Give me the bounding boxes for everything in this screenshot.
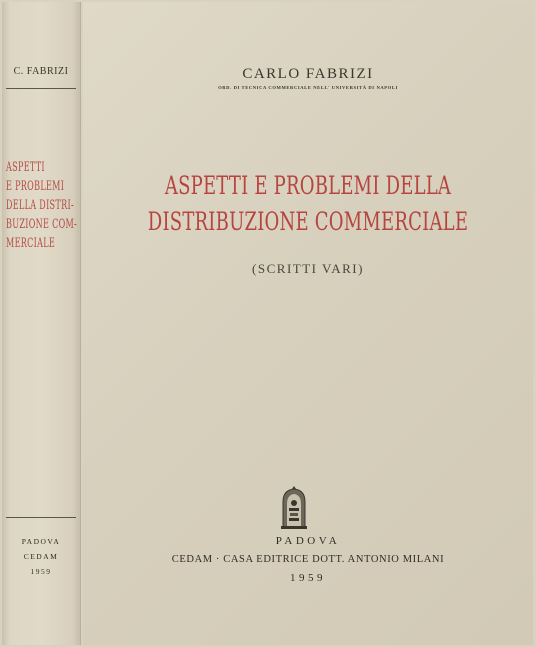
cover-year: 1959 <box>290 572 326 584</box>
spine-author: C. FABRIZI <box>13 66 69 77</box>
cover-title <box>83 168 533 240</box>
spine-year: 1959 <box>30 567 52 576</box>
spine-publisher <box>2 534 80 579</box>
cover-city: PADOVA <box>275 535 341 547</box>
front-cover <box>83 2 533 645</box>
cover-affiliation: ORD. DI TECNICA COMMERCIALE NELL' UNIVERSITÀ DI NAPOLI <box>218 85 398 90</box>
spine-divider <box>6 88 76 89</box>
spine-title-line: BUZIONE COM- <box>6 217 78 232</box>
cover-author: CARLO FABRIZI <box>242 66 374 82</box>
book-spine <box>2 2 81 645</box>
cover-title-line: ASPETTI E PROBLEMI DELLA <box>164 171 452 200</box>
cover-title-line: DISTRIBUZIONE COMMERCIALE <box>147 207 469 236</box>
publisher-emblem-icon <box>279 486 309 530</box>
spine-title-line: ASPETTI <box>6 160 45 175</box>
cover-publisher-block <box>83 532 533 588</box>
spine-divider <box>6 517 76 518</box>
spine-title <box>6 158 78 253</box>
spine-title-line: MERCIALE <box>6 236 56 251</box>
spine-title-line: DELLA DISTRI- <box>6 198 74 213</box>
spine-title-line: E PROBLEMI <box>6 179 65 194</box>
cover-subtitle: (SCRITTI VARI) <box>252 261 364 276</box>
spine-publisher-name: CEDAM <box>23 552 59 561</box>
cover-publisher: CEDAM · CASA EDITRICE DOTT. ANTONIO MILANI <box>171 554 445 565</box>
spine-city: PADOVA <box>21 537 61 546</box>
